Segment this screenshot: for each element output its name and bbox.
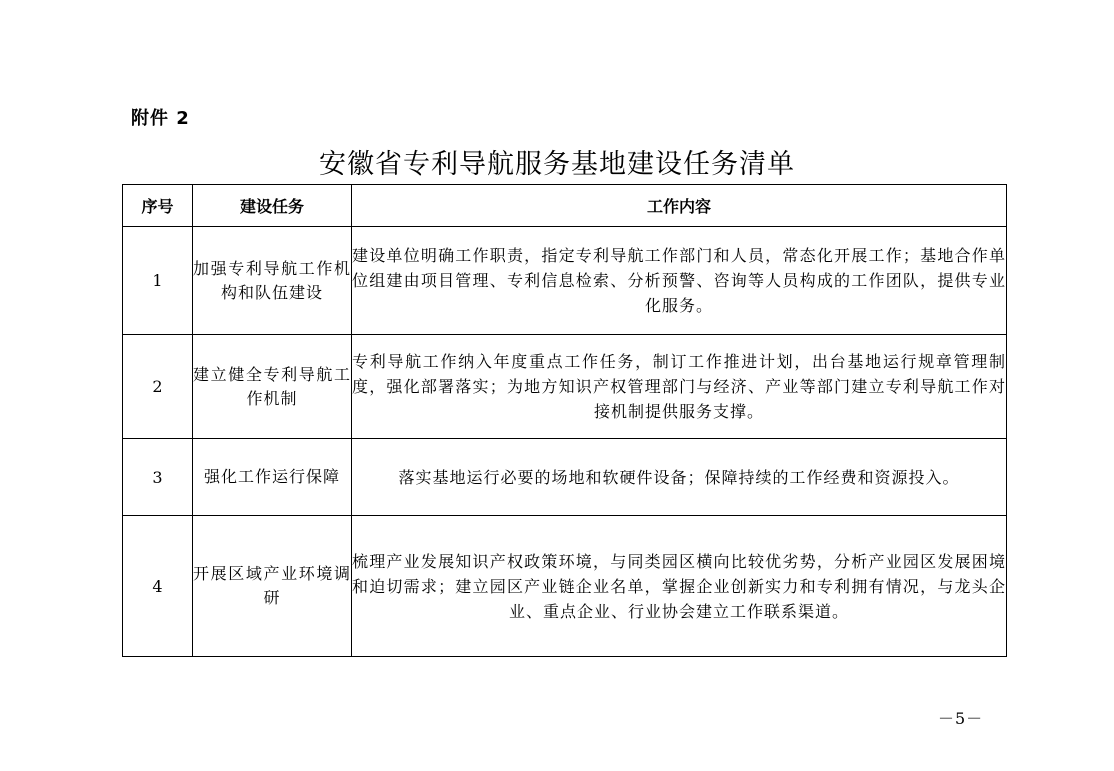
header-content: 工作内容 — [352, 185, 1007, 227]
row-content — [352, 439, 1007, 516]
row-task-text: 强化工作运行保障 — [203, 467, 340, 486]
row-content — [352, 335, 1007, 439]
row-task — [193, 516, 352, 657]
row-content-text: 建设单位明确工作职责，指定专利导航工作部门和人员，常态化开展工作；基地合作单位组建由项目管理、专利信息检索、分析预警、咨询等人员构成的工作团队，提供专业化服务。 — [352, 246, 1006, 315]
table-row — [123, 516, 1007, 657]
row-content — [352, 516, 1007, 657]
row-number: 1 — [123, 227, 193, 335]
row-task — [193, 439, 352, 516]
row-content-text: 落实基地运行必要的场地和软硬件设备；保障持续的工作经费和资源投入。 — [398, 467, 960, 487]
row-number: 4 — [123, 516, 193, 657]
table-row — [123, 227, 1007, 335]
document-title: 安徽省专利导航服务基地建设任务清单 — [319, 149, 795, 180]
table-row — [123, 439, 1007, 516]
row-task-text: 开展区域产业环境调研 — [193, 564, 351, 607]
page-number: －5－ — [938, 709, 984, 728]
row-task-text: 建立健全专利导航工作机制 — [193, 364, 351, 408]
table-row — [123, 335, 1007, 439]
row-content-text: 梳理产业发展知识产权政策环境，与同类园区横向比较优劣势，分析产业园区发展困境和迫切需求；建立园区产业链企业名单，掌握企业创新实力和专利拥有情况，与龙头企业、重点企业、行业协会建立工作联系渠道。 — [352, 551, 1006, 621]
row-number: 2 — [123, 335, 193, 439]
header-no: 序号 — [123, 185, 193, 227]
row-number: 3 — [123, 439, 193, 516]
row-content — [352, 227, 1007, 335]
row-task — [193, 227, 352, 335]
row-content-text: 专利导航工作纳入年度重点工作任务，制订工作推进计划，出台基地运行规章管理制度，强化部署落实；为地方知识产权管理部门与经济、产业等部门建立专利导航工作对接机制提供服务支撑。 — [352, 352, 1006, 421]
task-table — [122, 184, 1007, 657]
row-task — [193, 335, 352, 439]
header-task: 建设任务 — [193, 185, 352, 227]
attachment-label: 附件 2 — [131, 108, 190, 129]
row-task-text: 加强专利导航工作机构和队伍建设 — [193, 258, 351, 302]
table-header-row — [123, 185, 1007, 227]
